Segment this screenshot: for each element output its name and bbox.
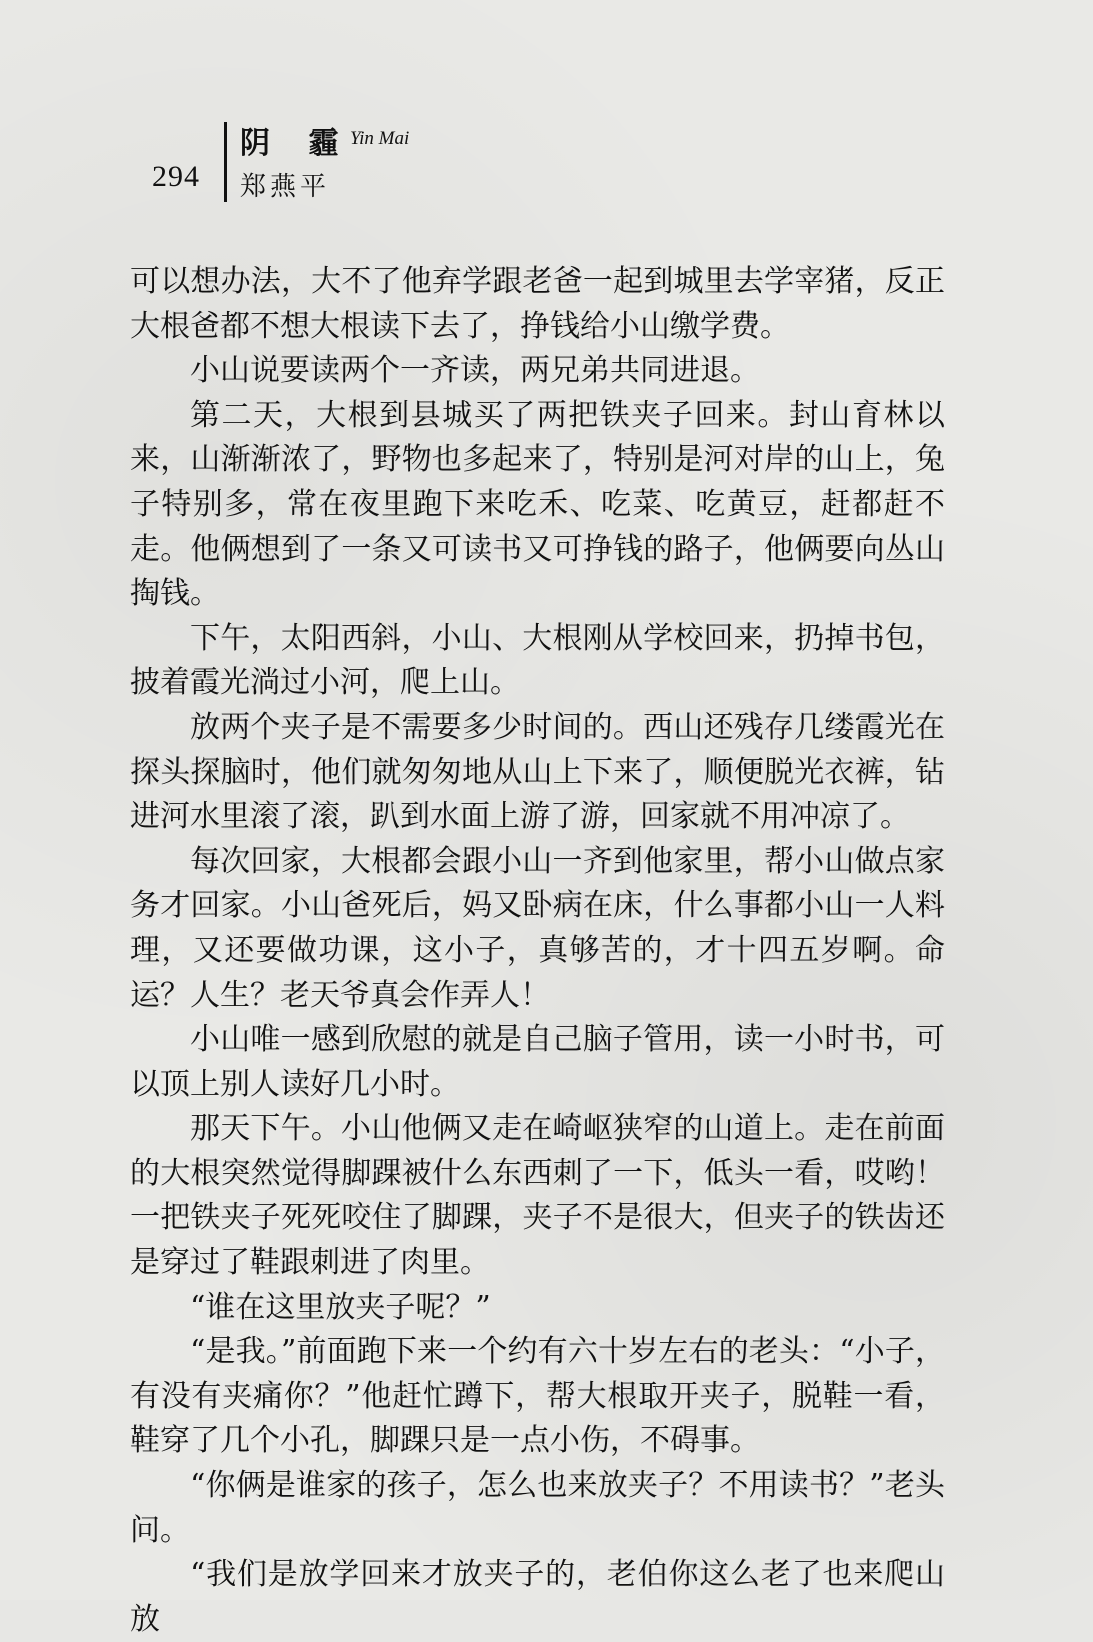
paragraph: 放两个夹子是不需要多少时间的。西山还残存几缕霞光在探头探脑时，他们就匆匆地从山上下来了，顺便脱光衣裤，钻进河水里滚了滚，趴到水面上游了游，回家就不用冲凉了。 bbox=[130, 709, 945, 835]
paragraph: “是我。”前面跑下来一个约有六十岁左右的老头：“小子，有没有夹痛你？”他赶忙蹲下，帮大根取开夹子，脱鞋一看，鞋穿了几个小孔，脚踝只是一点小伤，不碍事。 bbox=[130, 1334, 945, 1459]
paragraph: 每次回家，大根都会跟小山一齐到他家里，帮小山做点家务才回家。小山爸死后，妈又卧病在床，什么事都小山一人料理，又还要做功课，这小子，真够苦的，才十四五岁啊。命运？人生？老天爷真会作弄人！ bbox=[130, 843, 945, 1013]
paragraph: “谁在这里放夹子呢？” bbox=[190, 1289, 491, 1325]
body-text bbox=[130, 260, 945, 1642]
paragraph: 下午，太阳西斜，小山、大根刚从学校回来，扔掉书包，披着霞光淌过小河，爬上山。 bbox=[130, 620, 945, 701]
paragraph: 第二天，大根到县城买了两把铁夹子回来。封山育林以来，山渐渐浓了，野物也多起来了，特别是河对岸的山上，兔子特别多，常在夜里跑下来吃禾、吃菜、吃黄豆，赶都赶不走。他俩想到了一条又可读书又可挣钱的路子，他俩要向丛山掏钱。 bbox=[130, 397, 945, 612]
paragraph: 小山唯一感到欣慰的就是自己脑子管用，读一小时书，可以顶上别人读好几小时。 bbox=[130, 1022, 945, 1102]
paragraph: “我们是放学回来才放夹子的，老伯你这么老了也来爬山放 bbox=[130, 1557, 945, 1637]
author-name: 郑燕平 bbox=[240, 172, 331, 202]
paragraph: 小山说要读两个一齐读，两兄弟共同进退。 bbox=[190, 353, 760, 389]
page-number: 294 bbox=[152, 160, 200, 193]
page-header bbox=[140, 118, 540, 208]
book-title: 阴 霾 bbox=[240, 126, 353, 161]
paragraph: 可以想办法，大不了他弃学跟老爸一起到城里去学宰猪，反正大根爸都不想大根读下去了，挣钱给小山缴学费。 bbox=[130, 264, 945, 344]
paragraph: “你俩是谁家的孩子，怎么也来放夹子？不用读书？”老头问。 bbox=[130, 1468, 945, 1548]
paragraph: 那天下午。小山他俩又走在崎岖狭窄的山道上。走在前面的大根突然觉得脚踝被什么东西刺了一下，低头一看，哎哟！一把铁夹子死死咬住了脚踝，夹子不是很大，但夹子的铁齿还是穿过了鞋跟刺进了肉里。 bbox=[130, 1111, 945, 1281]
header-divider bbox=[224, 122, 227, 202]
book-title-latin: Yin Mai bbox=[350, 128, 410, 149]
